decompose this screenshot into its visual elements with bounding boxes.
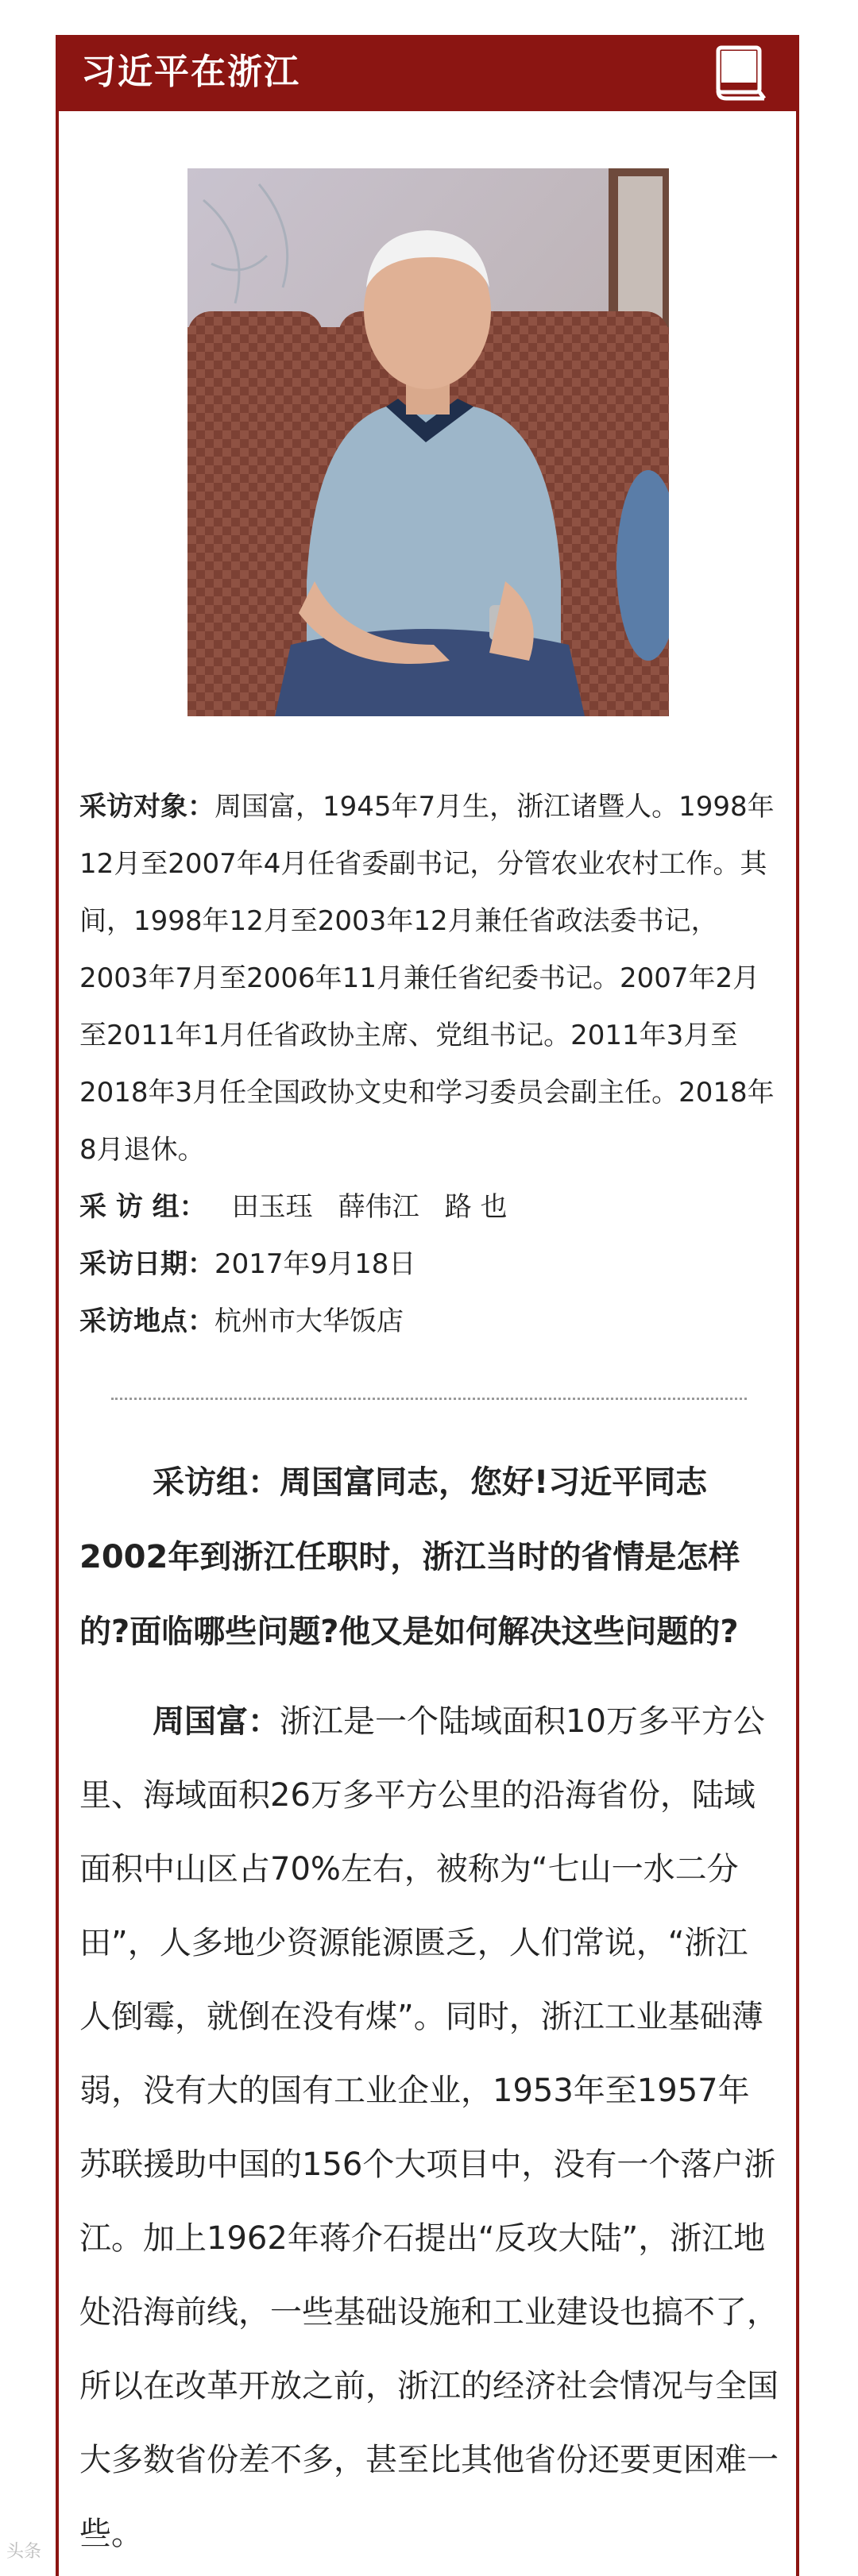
interview-question: 采访组：周国富同志，您好!习近平同志2002年到浙江任职时，浙江当时的省情是怎样的?面临哪些问题?他又是如何解决这些问题的?: [79, 1464, 740, 1650]
section-title: 习近平在浙江: [81, 52, 300, 92]
place-value: 杭州市大华饭店: [214, 1305, 404, 1337]
group-member: 路 也: [444, 1191, 508, 1223]
group-member: 薛伟江: [338, 1191, 419, 1223]
subject-label: 采访对象：: [79, 791, 214, 823]
bio-date: [79, 1236, 779, 1293]
subject-text: 周国富，1945年7月生，浙江诸暨人。1998年12月至2007年4月任省委副书记，分管农业农村工作。其间，1998年12月至2003年12月兼任省政法委书记，2003年7月至2006年11月兼任省纪委书记。2007年2月至2011年1月任省政协主席、党组书记。2011年3月至2018年3月任全国政协文史和学习委员会副主任。2018年8月退休。: [79, 791, 775, 1166]
answer-speaker: 周国富：: [153, 1703, 280, 1740]
interviewee-bio: [79, 778, 779, 1350]
interview-body: [79, 1445, 779, 2571]
place-label: 采访地点：: [79, 1305, 214, 1337]
date-value: 2017年9月18日: [214, 1248, 416, 1280]
book-icon[interactable]: [713, 44, 769, 102]
answer-text: 浙江是一个陆域面积10万多平方公里、海域面积26万多平方公里的沿海省份，陆域面积中山区占70%左右，被称为“七山一水二分田”，人多地少资源能源匮乏，人们常说，“浙江人倒霉，就倒在没有煤”。同时，浙江工业基础薄弱，没有大的国有工业企业，1953年至1957年苏联援助中国的156个大项目中，没有一个落户浙江。加上1962年蒋介石提出“反攻大陆”，浙江地处沿海前线，一些基础设施和工业建设也搞不了，所以在改革开放之前，浙江的经济社会情况与全国大多数省份差不多，甚至比其他省份还要更困难一些。: [79, 1703, 779, 2552]
bio-subject: [79, 778, 779, 1178]
interviewee-photo: [187, 168, 669, 716]
watermark: 头条: [6, 2542, 42, 2562]
section-header: [56, 35, 799, 111]
group-label: 采 访 组：: [79, 1191, 207, 1223]
date-label: 采访日期：: [79, 1248, 214, 1280]
interview-answer: [79, 1685, 779, 2571]
group-member: 田玉珏: [231, 1191, 313, 1223]
bio-place: [79, 1293, 779, 1350]
section-divider: [111, 1398, 747, 1400]
bio-group: [79, 1178, 779, 1236]
